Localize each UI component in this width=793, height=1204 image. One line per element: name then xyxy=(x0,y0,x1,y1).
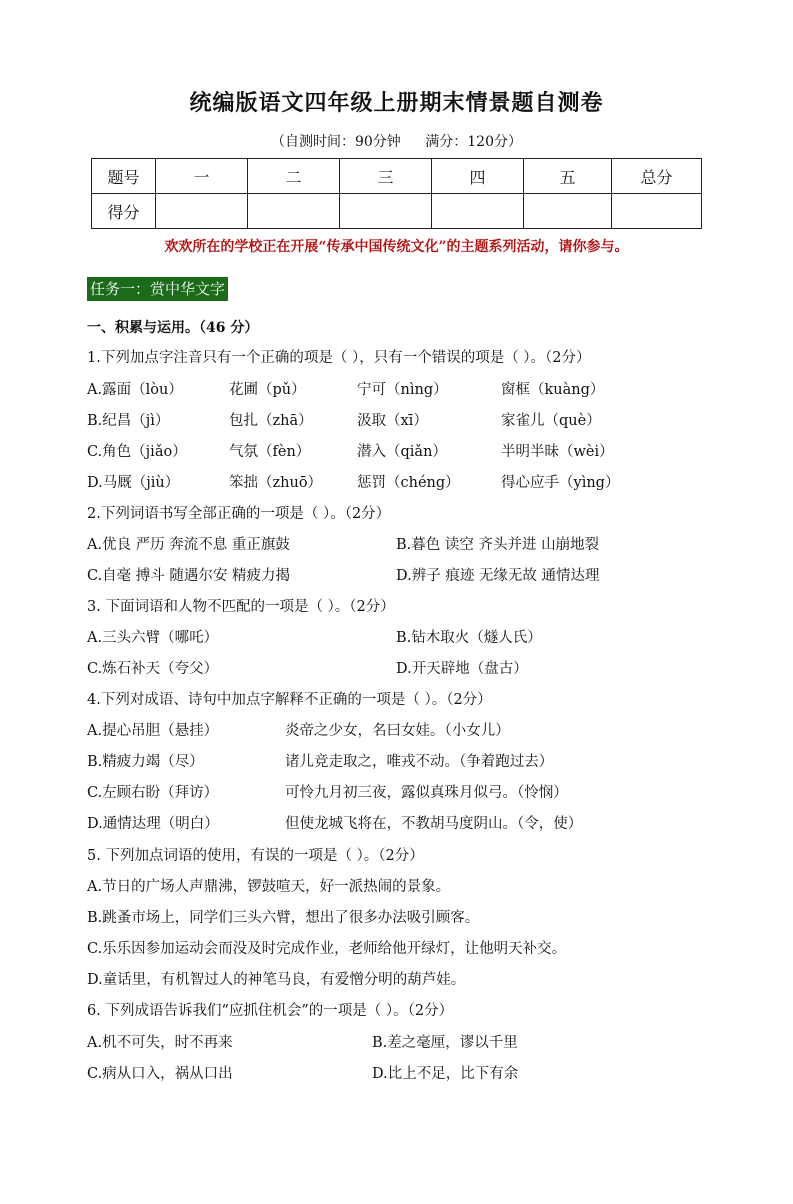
q2-option: B.暮色 读空 齐头并进 山崩地裂 xyxy=(396,537,600,553)
exam-info xyxy=(0,131,793,151)
q5-option-d: D.童话里，有机智过人的神笔马良，有爱憎分明的葫芦娃。 xyxy=(87,972,466,988)
q4-row-b xyxy=(87,752,727,772)
q2-row-cd xyxy=(87,566,727,586)
q1-item: 笨拙（zhuō） xyxy=(229,475,323,491)
q1-item: 汲取（xī） xyxy=(357,413,428,429)
section-heading: 一、积累与运用。（46 分） xyxy=(87,320,259,336)
q2-row-ab xyxy=(87,535,727,555)
q1-item: B.纪昌（jì） xyxy=(87,413,170,429)
q1-item: D.马厩（jiù） xyxy=(87,475,180,491)
q1-item: 得心应手（yìng） xyxy=(501,475,620,491)
score-header-cell: 一 xyxy=(156,159,248,194)
q4-verse: 可怜九月初三夜，露似真珠月似弓。（怜悯） xyxy=(285,785,568,801)
q1-item: 家雀儿（què） xyxy=(501,413,601,429)
score-cell xyxy=(248,194,340,229)
score-cell xyxy=(156,194,248,229)
q1-item: A.露面（lòu） xyxy=(87,382,183,398)
q3-row-cd xyxy=(87,659,727,679)
q1-item: C.角色（jiǎo） xyxy=(87,444,187,460)
q1-item: 半明半昧（wèi） xyxy=(501,444,614,460)
q5-option-a: A.节日的广场人声鼎沸，锣鼓喧天，好一派热闹的景象。 xyxy=(87,879,451,895)
q1-row-c xyxy=(87,442,727,462)
score-cell xyxy=(432,194,524,229)
score-cell xyxy=(612,194,702,229)
question-stem-4: 4.下列对成语、诗句中加点字解释不正确的一项是（ ）。（2分） xyxy=(87,692,492,708)
score-value-row xyxy=(92,194,702,229)
q2-option: A.优良 严历 奔流不息 重正旗鼓 xyxy=(87,537,290,553)
q5-option-b: B.跳蚤市场上，同学们三头六臂，想出了很多办法吸引顾客。 xyxy=(87,910,480,926)
q4-verse: 诸儿竞走取之，唯戎不动。（争着跑过去） xyxy=(285,754,554,770)
q1-item: 宁可（nìng） xyxy=(357,382,448,398)
q1-item: 潜入（qiǎn） xyxy=(357,444,447,460)
q6-option: C.病从口入，祸从口出 xyxy=(87,1066,233,1082)
q2-option: C.自毫 搏斗 随遇尔安 精疲力揭 xyxy=(87,568,291,584)
q5-option-c: C.乐乐因参加运动会而没及时完成作业，老师给他开绿灯，让他明天补交。 xyxy=(87,941,567,957)
score-header-cell: 四 xyxy=(432,159,524,194)
score-header-row xyxy=(92,159,702,194)
question-stem-5: 5. 下列加点词语的使用，有误的一项是（ ）。（2分） xyxy=(87,848,424,864)
activity-notice: 欢欢所在的学校正在开展“传承中国传统文化”的主题系列活动，请你参与。 xyxy=(164,239,629,255)
score-cell xyxy=(524,194,612,229)
score-cell xyxy=(340,194,432,229)
q4-idiom: A.提心吊胆（悬挂） xyxy=(87,723,219,739)
q4-verse: 炎帝之少女，名曰女娃。（小女儿） xyxy=(285,723,510,739)
time-label: （自测时间：90分钟 xyxy=(270,134,401,150)
q6-row-ab xyxy=(87,1033,727,1053)
q6-option: D.比上不足，比下有余 xyxy=(372,1066,519,1082)
q3-option: C.炼石补天（夸父） xyxy=(87,661,219,677)
q3-option: D.开天辟地（盘古） xyxy=(396,661,528,677)
q4-idiom: D.通情达理（明白） xyxy=(87,816,219,832)
question-stem-1: 1.下列加点字注音只有一个正确的项是（ ），只有一个错误的项是（ ）。（2分） xyxy=(87,350,591,366)
q4-idiom: B.精疲力竭（尽） xyxy=(87,754,204,770)
q6-row-cd xyxy=(87,1064,727,1084)
page-title: 统编版语文四年级上册期末情景题自测卷 xyxy=(189,90,604,116)
q3-option: A.三头六臂（哪吒） xyxy=(87,630,219,646)
score-header-cell: 二 xyxy=(248,159,340,194)
q6-option: A.机不可失，时不再来 xyxy=(87,1035,233,1051)
q1-item: 惩罚（chéng） xyxy=(357,475,460,491)
q1-row-d xyxy=(87,473,727,493)
q4-idiom: C.左顾右盼（拜访） xyxy=(87,785,219,801)
q1-item: 花圃（pǔ） xyxy=(229,382,306,398)
score-header-cell: 总分 xyxy=(612,159,702,194)
score-header-cell: 题号 xyxy=(92,159,156,194)
q3-option: B.钻木取火（燧人氏） xyxy=(396,630,542,646)
q4-row-c xyxy=(87,783,727,803)
q6-option: B.差之毫厘，谬以千里 xyxy=(372,1035,518,1051)
q1-item: 包扎（zhā） xyxy=(229,413,313,429)
score-header-cell: 五 xyxy=(524,159,612,194)
q1-item: 气氛（fèn） xyxy=(229,444,311,460)
task-banner: 任务一：赏中华文字 xyxy=(87,277,228,301)
question-stem-6: 6. 下列成语告诉我们“应抓住机会”的一项是（ ）。（2分） xyxy=(87,1003,454,1019)
score-table xyxy=(91,158,702,229)
score-row-label: 得分 xyxy=(92,194,156,229)
q2-option: D.辨子 痕迹 无缘无故 通情达理 xyxy=(396,568,600,584)
question-stem-2: 2.下列词语书写全部正确的一项是（ ）。（2分） xyxy=(87,506,391,522)
q4-row-a xyxy=(87,721,727,741)
q3-row-ab xyxy=(87,628,727,648)
q1-row-b xyxy=(87,411,727,431)
q4-row-d xyxy=(87,814,727,834)
q4-verse: 但使龙城飞将在，不教胡马度阴山。（令，使） xyxy=(285,816,583,832)
score-header-cell: 三 xyxy=(340,159,432,194)
score-label: 满分：120分） xyxy=(425,134,522,150)
question-stem-3: 3. 下面词语和人物不匹配的一项是（ ）。（2分） xyxy=(87,599,395,615)
q1-item: 窗框（kuàng） xyxy=(501,382,605,398)
q1-row-a xyxy=(87,380,727,400)
